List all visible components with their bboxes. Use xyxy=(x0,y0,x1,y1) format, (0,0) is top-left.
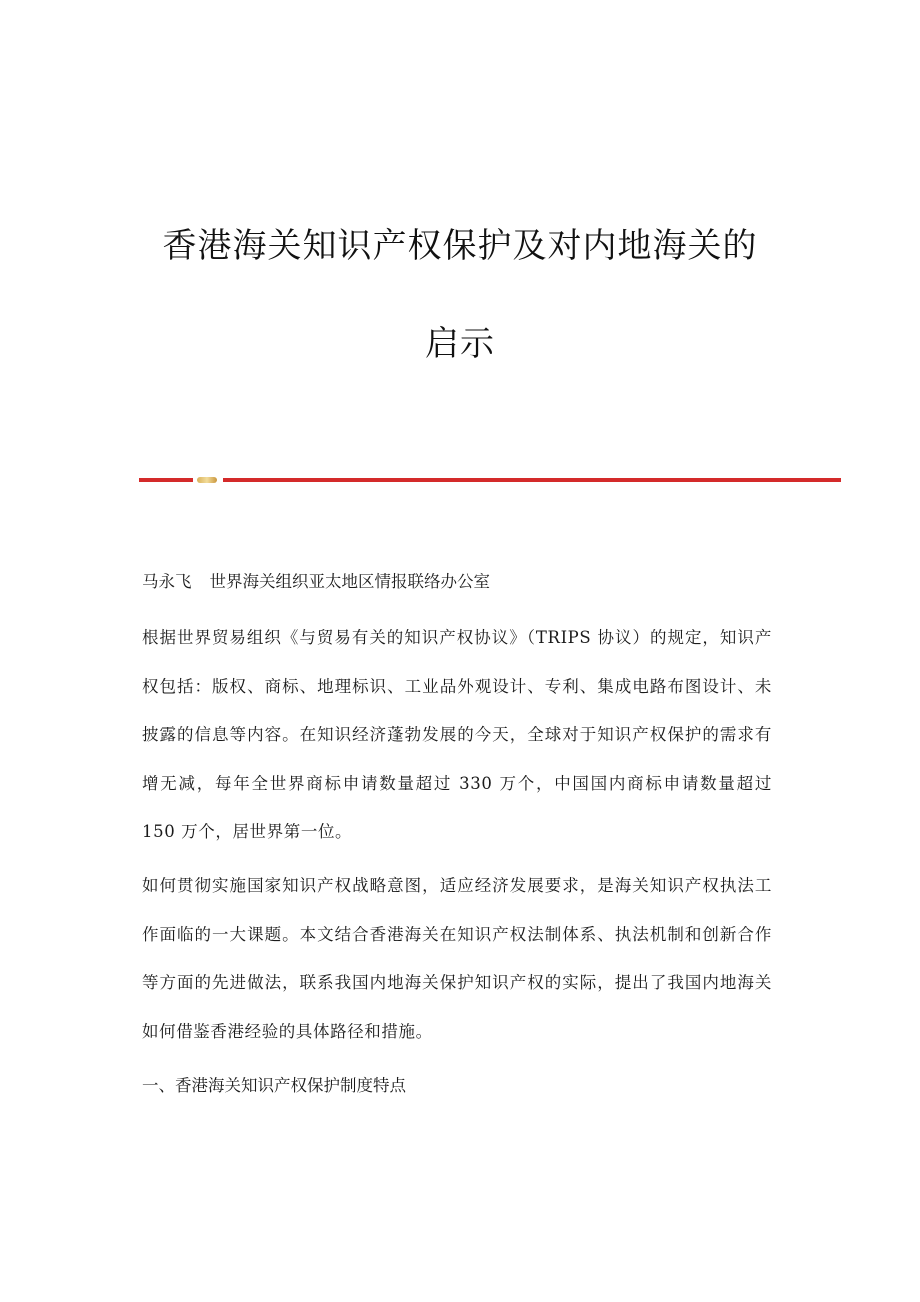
document-title-line-2: 启示 xyxy=(425,324,495,364)
title-divider xyxy=(139,477,841,483)
author-affiliation: 世界海关组织亚太地区情报联络办公室 xyxy=(209,572,490,591)
author-name: 马永飞 xyxy=(142,572,192,591)
document-title-line-1: 香港海关知识产权保护及对内地海关的 xyxy=(162,226,758,266)
divider-bar-right xyxy=(223,478,841,482)
divider-bar-left xyxy=(139,478,193,482)
section-heading: 一、香港海关知识产权保护制度特点 xyxy=(142,1076,406,1095)
author-line xyxy=(142,568,490,592)
body-paragraph-1: 根据世界贸易组织《与贸易有关的知识产权协议》（TRIPS 协议）的规定，知识产权包括：版权、商标、地理标识、工业品外观设计、专利、集成电路布图设计、未披露的信息等内容。在知识经济蓬勃发展的今天，全球对于知识产权保护的需求有增无减，每年全世界商标申请数量超过 330 万个，中国国内商标申请数量超过 150 万个，居世界第一位。 xyxy=(142,628,772,842)
divider-ornament-icon xyxy=(197,477,217,483)
body-paragraph-2: 如何贯彻实施国家知识产权战略意图，适应经济发展要求，是海关知识产权执法工作面临的一大课题。本文结合香港海关在知识产权法制体系、执法机制和创新合作等方面的先进做法，联系我国内地海关保护知识产权的实际，提出了我国内地海关如何借鉴香港经验的具体路径和措施。 xyxy=(142,876,772,1041)
